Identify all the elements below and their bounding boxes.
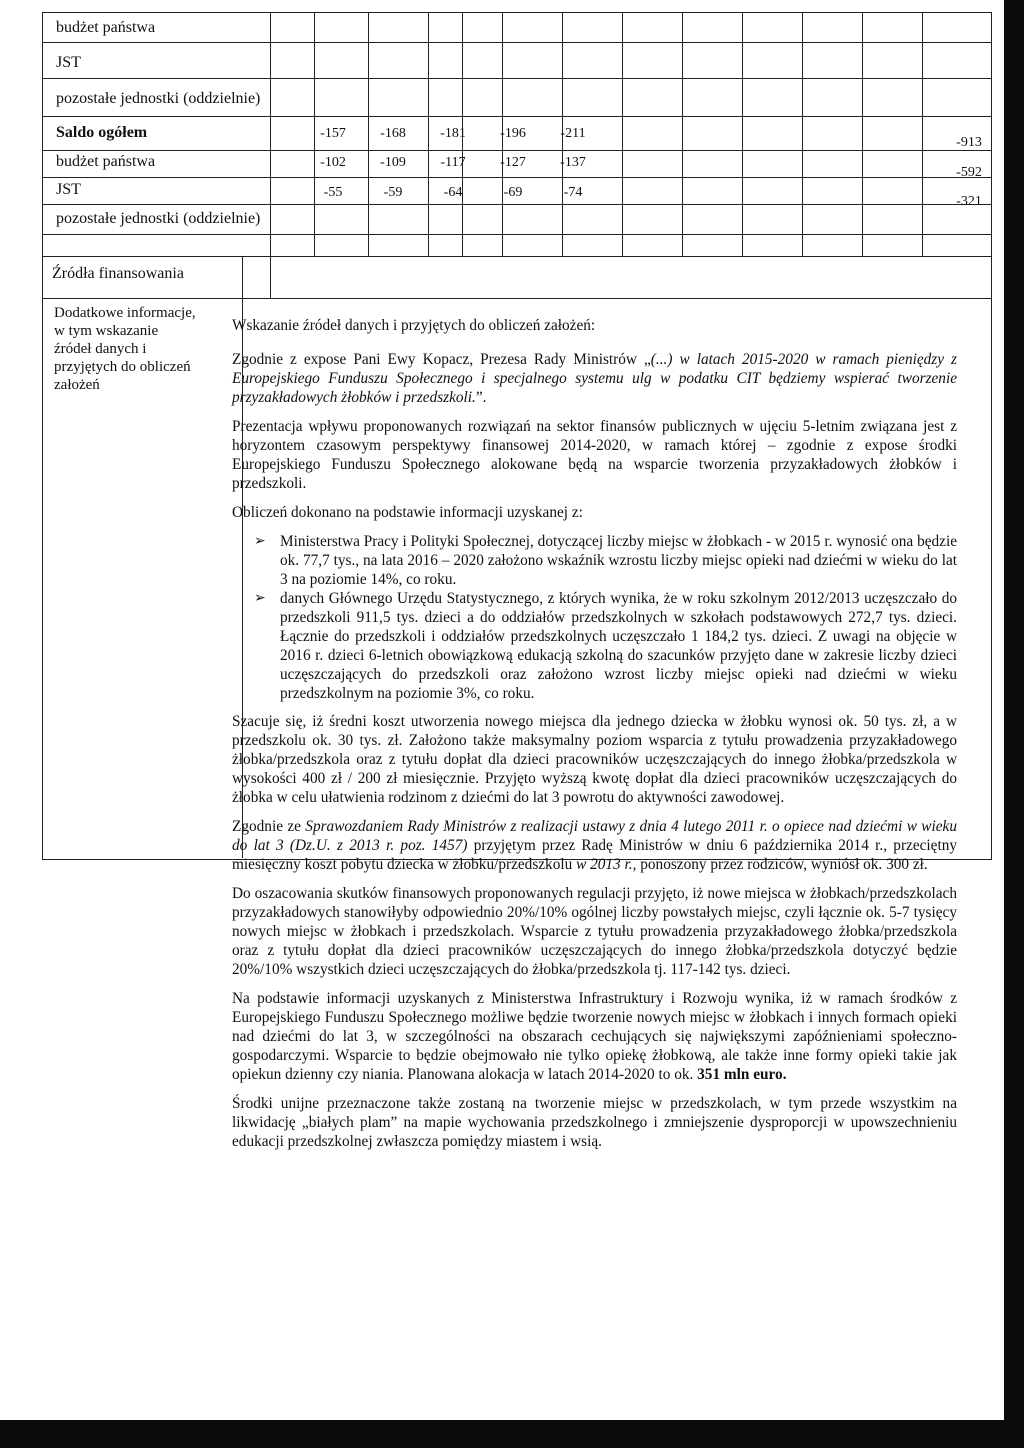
sources-label: Źródła finansowania: [52, 265, 184, 282]
list-item: ➢ danych Głównego Urzędu Statystycznego, z których wynika, że w roku szkolnym 2012/2013 uczęszczało do przedszkoli 911,5 tys. dzieci a do oddziałów przedszkolnych w szkołach podstawowych 272,7 tys. dzieci. Łącznie do przedszkoli i oddziałów przedszkolnych uczęszczało 1 184,2 tys. dzieci. Z uwagi na objęcie w 2016 r. dzieci 6-letnich obowiązkową edukacją szkolną do szacunków przyjęto dane w zakresie liczby dzieci uczęszczających do przedszkoli oraz założono wzrost liczby miejsc opieki nad dziećmi w wieku przedszkolnym na poziomie 3%, co roku.: [254, 590, 957, 702]
row-line: [42, 116, 992, 117]
paragraph-eu-funds: Środki unijne przeznaczone także zostaną na tworzenie miejsc w przedszkolach, w tym przede wszystkim na likwidację „białych plam” na mapie wychowania przedszkolnego i zmniejszenie dysproporcji w upowszechnieniu edukacji przedszkolnej zwłaszcza pomiędzy miastem i wsią.: [232, 1095, 957, 1150]
table-cell: -64: [443, 185, 463, 200]
arrow-bullet-icon: ➢: [254, 591, 266, 606]
paragraph-costs: Szacuje się, iż średni koszt utworzenia nowego miejsca dla jednego dziecka w żłobku wynosi ok. 50 tys. zł, a w przedszkolu ok. 30 tys. zł. Założono także maksymalny poziom wsparcia z tytułu prowadzenia przyzakładowego żłobka/przedszkola oraz z tytułu dopłat dla dzieci pracowników uczęszczających do innego żłobka/przedszkola w wysokości 400 zł / 200 zł miesięcznie. Przyjęto wyższą kwotę dopłat dla dzieci pracowników uczęszczających do żłobka w celu ułatwienia rodzinom z dziećmi do lat 3 powrotu do aktywności zawodowej.: [232, 713, 957, 806]
col-line: [270, 12, 271, 298]
table-cell: -102: [320, 155, 346, 170]
paragraph-sources-intro: Obliczeń dokonano na podstawie informacji uzyskanej z:: [232, 504, 583, 521]
col-line: [802, 12, 803, 256]
table-cell: -196: [500, 126, 526, 141]
row-label-budzet: budżet państwa: [56, 19, 156, 36]
table-sum-cell: -913: [956, 135, 982, 150]
row-line: [42, 78, 992, 79]
table-cell: -157: [320, 126, 346, 141]
row-line: [42, 150, 992, 151]
scan-edge-right: [1004, 0, 1024, 1448]
table-cell: -69: [503, 185, 523, 200]
table-cell: -59: [383, 185, 403, 200]
row-label-saldo: Saldo ogółem: [56, 124, 148, 141]
scan-edge-bottom: [0, 1420, 1024, 1448]
table-cell: -168: [380, 126, 406, 141]
additional-info-content: [232, 316, 957, 1161]
table-cell: -127: [500, 155, 526, 170]
row-label-pozostale: pozostałe jednostki (oddzielnie): [56, 90, 261, 107]
list-item: ➢ Ministerstwa Pracy i Polityki Społecznej, dotyczącej liczby miejsc w żłobkach - w 2015 r. wynosić ona będzie ok. 77,7 tys., na lata 2016 – 2020 założono wskaźnik wzrostu liczby miejsc opieki nad dziećmi w wieku do lat 3 na poziomie 14%, co roku.: [254, 533, 957, 588]
col-line: [682, 12, 683, 256]
paragraph-expose: Zgodnie z expose Pani Ewy Kopacz, Prezesa Rady Ministrów „(...) w latach 2015-2020 w ramach pieniędzy z Europejskiego Funduszu Społecznego i specjalnego systemu ulg w podatku CIT będziemy wspierać tworzenie przyzakładowych żłobków i przedszkoli.”.: [232, 351, 957, 406]
row-label-budzet: budżet państwa: [56, 153, 156, 170]
row-line: [42, 42, 992, 43]
row-label-jst: JST: [56, 181, 81, 198]
table-cell: -109: [380, 155, 406, 170]
table-cell: -211: [560, 126, 586, 141]
col-line: [742, 12, 743, 256]
sources-list: [232, 532, 957, 703]
col-line: [622, 12, 623, 256]
row-line: [42, 298, 992, 299]
arrow-bullet-icon: ➢: [254, 534, 266, 549]
table-cell: -55: [323, 185, 343, 200]
row-line: [42, 177, 992, 178]
table-cell: -117: [440, 155, 466, 170]
table-sum-cell: -321: [956, 194, 982, 209]
paragraph-estimation: Do oszacowania skutków finansowych proponowanych regulacji przyjęto, iż nowe miejsca w żłobkach/przedszkolach przyzakładowych stanowiłyby odpowiednio 20%/10% ogólnej liczby powstałych miejsc, czyli łącznie ok. 5-7 tysięcy nowych miejsc w żłobkach i przedszkolach. Wsparcie z tytułu prowadzenia przyzakładowego żłobka/przedszkola oraz z tytułu dopłat dla dzieci pracowników uczęszczających do innego żłobka/przedszkola dotyczyć będzie 20%/10% wszystkich dzieci uczęszczających do żłobka/przedszkola tj. 117-142 tys. dzieci.: [232, 885, 957, 978]
row-label-pozostale: pozostałe jednostki (oddzielnie): [56, 210, 261, 227]
additional-info-label: Dodatkowe informacje, w tym wskazanie źródeł danych i przyjętych do obliczeń założeń: [54, 305, 196, 393]
paragraph-ministry: Na podstawie informacji uzyskanych z Ministerstwa Infrastruktury i Rozwoju wynika, iż w ramach środków z Europejskiego Funduszu Społecznego możliwe będzie tworzenie nowych miejsc w żłobkach i innych formach opieki nad dziećmi do lat 3, w szczególności na obszarach cechujących się największymi zapóźnieniami społeczno-gospodarczymi. Wsparcie to będzie obejmowało nie tylko opiekę żłobkową, ale także inne formy opieki takie jak opiekun dzienny czy niania. Planowana alokacja w latach 2014-2020 to ok. 351 mln euro.: [232, 990, 957, 1083]
table-cell: -137: [560, 155, 586, 170]
table-cell: -74: [563, 185, 583, 200]
section-header: Wskazanie źródeł danych i przyjętych do obliczeń założeń:: [232, 317, 596, 334]
col-line: [922, 12, 923, 256]
row-line: [42, 204, 992, 205]
col-line: [862, 12, 863, 256]
table-cell: -181: [440, 126, 466, 141]
row-line: [42, 256, 992, 257]
paragraph-presentation: Prezentacja wpływu proponowanych rozwiązań na sektor finansów publicznych w ujęciu 5-letnim związana jest z horyzontem czasowym perspektywy finansowej 2014-2020, w ramach której – zgodnie z expose środki Europejskiego Funduszu Społecznego alokowane będą na wsparcie tworzenia przyzakładowych żłobków i przedszkoli.: [232, 418, 957, 492]
paragraph-report: Zgodnie ze Sprawozdaniem Rady Ministrów z realizacji ustawy z dnia 4 lutego 2011 r. o opiece nad dziećmi w wieku do lat 3 (Dz.U. z 2013 r. poz. 1457) przyjętym przez Radę Ministrów w dniu 6 października 2014 r., przeciętny miesięczny koszt pobytu dziecka w żłobku/przedszkolu w 2013 r., ponoszony przez rodziców, wyniósł ok. 300 zł.: [232, 818, 957, 873]
row-label-jst: JST: [56, 54, 81, 71]
row-line: [42, 234, 992, 235]
table-sum-cell: -592: [956, 165, 982, 180]
